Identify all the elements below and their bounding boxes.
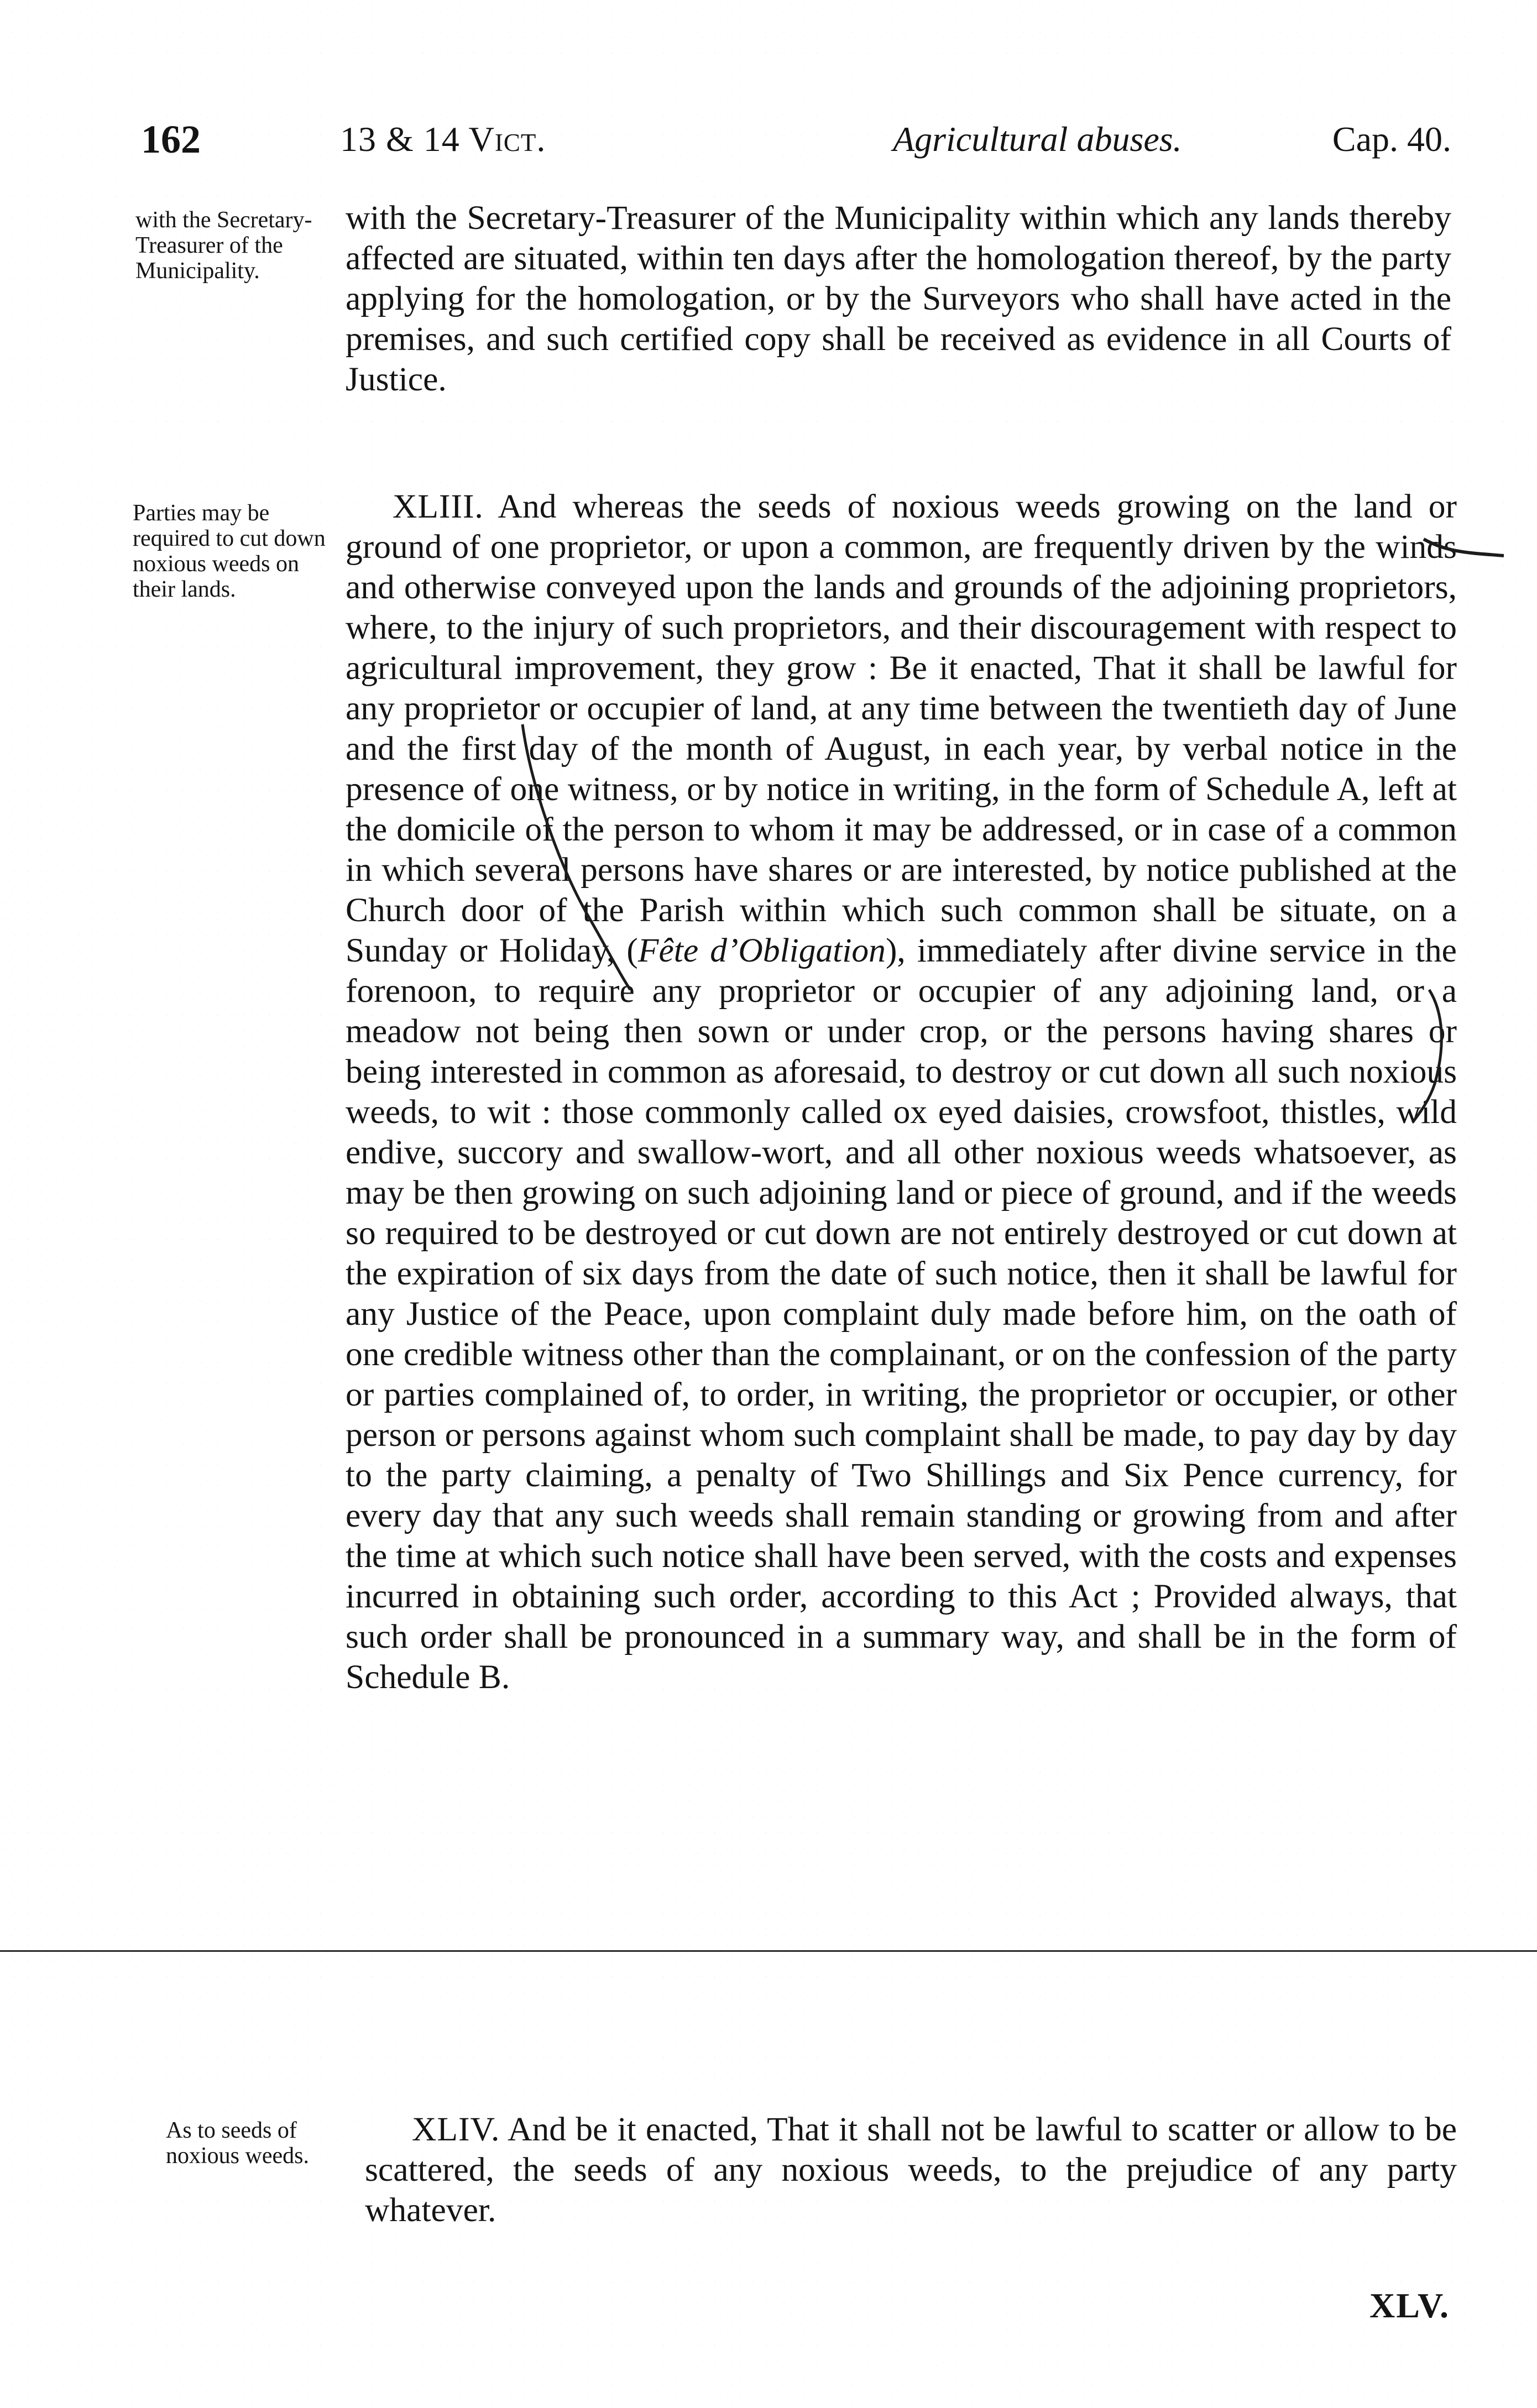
section-xliv-text: And be it enacted, That it shall not be lawful to scatter or allow to be scattered, the seeds of any noxious weeds, to the prejudice of any party whatever. [365, 2111, 1457, 2229]
margin-note-secretary-treasurer: with the Secretary-Treasurer of the Municipality. [135, 207, 312, 284]
section-xliii-text-b: ), immediately after divine service in the forenoon, to require any proprietor or occupier of any adjoining land, or a meadow not being then sown or under crop, or the persons having shares or being interested in common as aforesaid, to destroy or cut down all such noxious weeds, to wit : those commonly called ox eyed daisies, crowsfoot, thistles, wild endive, succory and swallow-wort, and all other noxious weeds whatsoever, as may be then growing on such adjoining land or piece of ground, and if the weeds so required to be destroyed or cut down are not entirely destroyed or cut down at the expiration of six days from the date of such notice, then it shall be lawful for any Justice of the Peace, upon complaint duly made before him, on the oath of one credible witness other than the complainant, or on the confession of the party or parties complained of, to order, in writing, the proprietor or occupier, or other person or persons against whom such complaint shall be made, to pay day by day to the party claiming, a penalty of Two Shillings and Six Pence currency, for every day that any such weeds shall remain standing or growing from and after the time at which such notice shall have been served, with the costs and expenses incurred in obtaining such order, according to this Act ; Provided always, that such order shall be pronounced in a summary way, and shall be in the form of Schedule B. [346, 932, 1457, 1696]
margin-note-seeds: As to seeds of noxious weeds. [166, 2118, 309, 2169]
section-xliv [365, 2109, 1457, 2231]
section-xliii-text-a: And whereas the seeds of noxious weeds growing on the land or ground of one proprietor, or upon a common, are frequently driven by the winds and otherwise conveyed upon the lands and grounds of the adjoining proprietors, where, to the injury of such proprietors, and their discouragement with respect to agricultural improvement, they grow : Be it enacted, That it shall be lawful for any proprietor or occupier of land, at any time between the twentieth day of June and the first day of the month of August, in each year, by verbal notice in the presence of one witness, or by notice in writing, in the form of Schedule A, left at the domicile of the person to whom it may be addressed, or in case of a common in which several persons have shares or are interested, by notice published at the Church door of the Parish within which such common shall be situate, on a Sunday or Holiday, ( [346, 488, 1457, 969]
section-number-xliii: XLIII. [393, 488, 484, 525]
running-title: Agricultural abuses. [893, 119, 1182, 159]
margin-note-noxious-weeds: Parties may be required to cut down noxious weeds on their lands. [133, 500, 326, 602]
page-header [141, 117, 1451, 161]
regnal-year: 13 & 14 Vict. [340, 119, 546, 159]
chapter-number: Cap. 40. [1332, 119, 1451, 159]
catchword: XLV. [1369, 2286, 1450, 2325]
section-xliii-italic: Fête d’Obligation [637, 932, 886, 969]
section-number-xliv: XLIV. [412, 2111, 500, 2148]
scan-artifact-line [0, 1950, 1537, 1952]
paragraph-continuation: with the Secretary-Treasurer of the Municipality within which any lands thereby affected are situated, within ten days after the homologation thereof, by the party applying for the homologation, or by the Surveyors who shall have acted in the premises, and such certified copy shall be received as evidence in all Courts of Justice. [346, 199, 1451, 398]
section-xliii [346, 487, 1457, 1697]
page-number: 162 [141, 117, 201, 161]
